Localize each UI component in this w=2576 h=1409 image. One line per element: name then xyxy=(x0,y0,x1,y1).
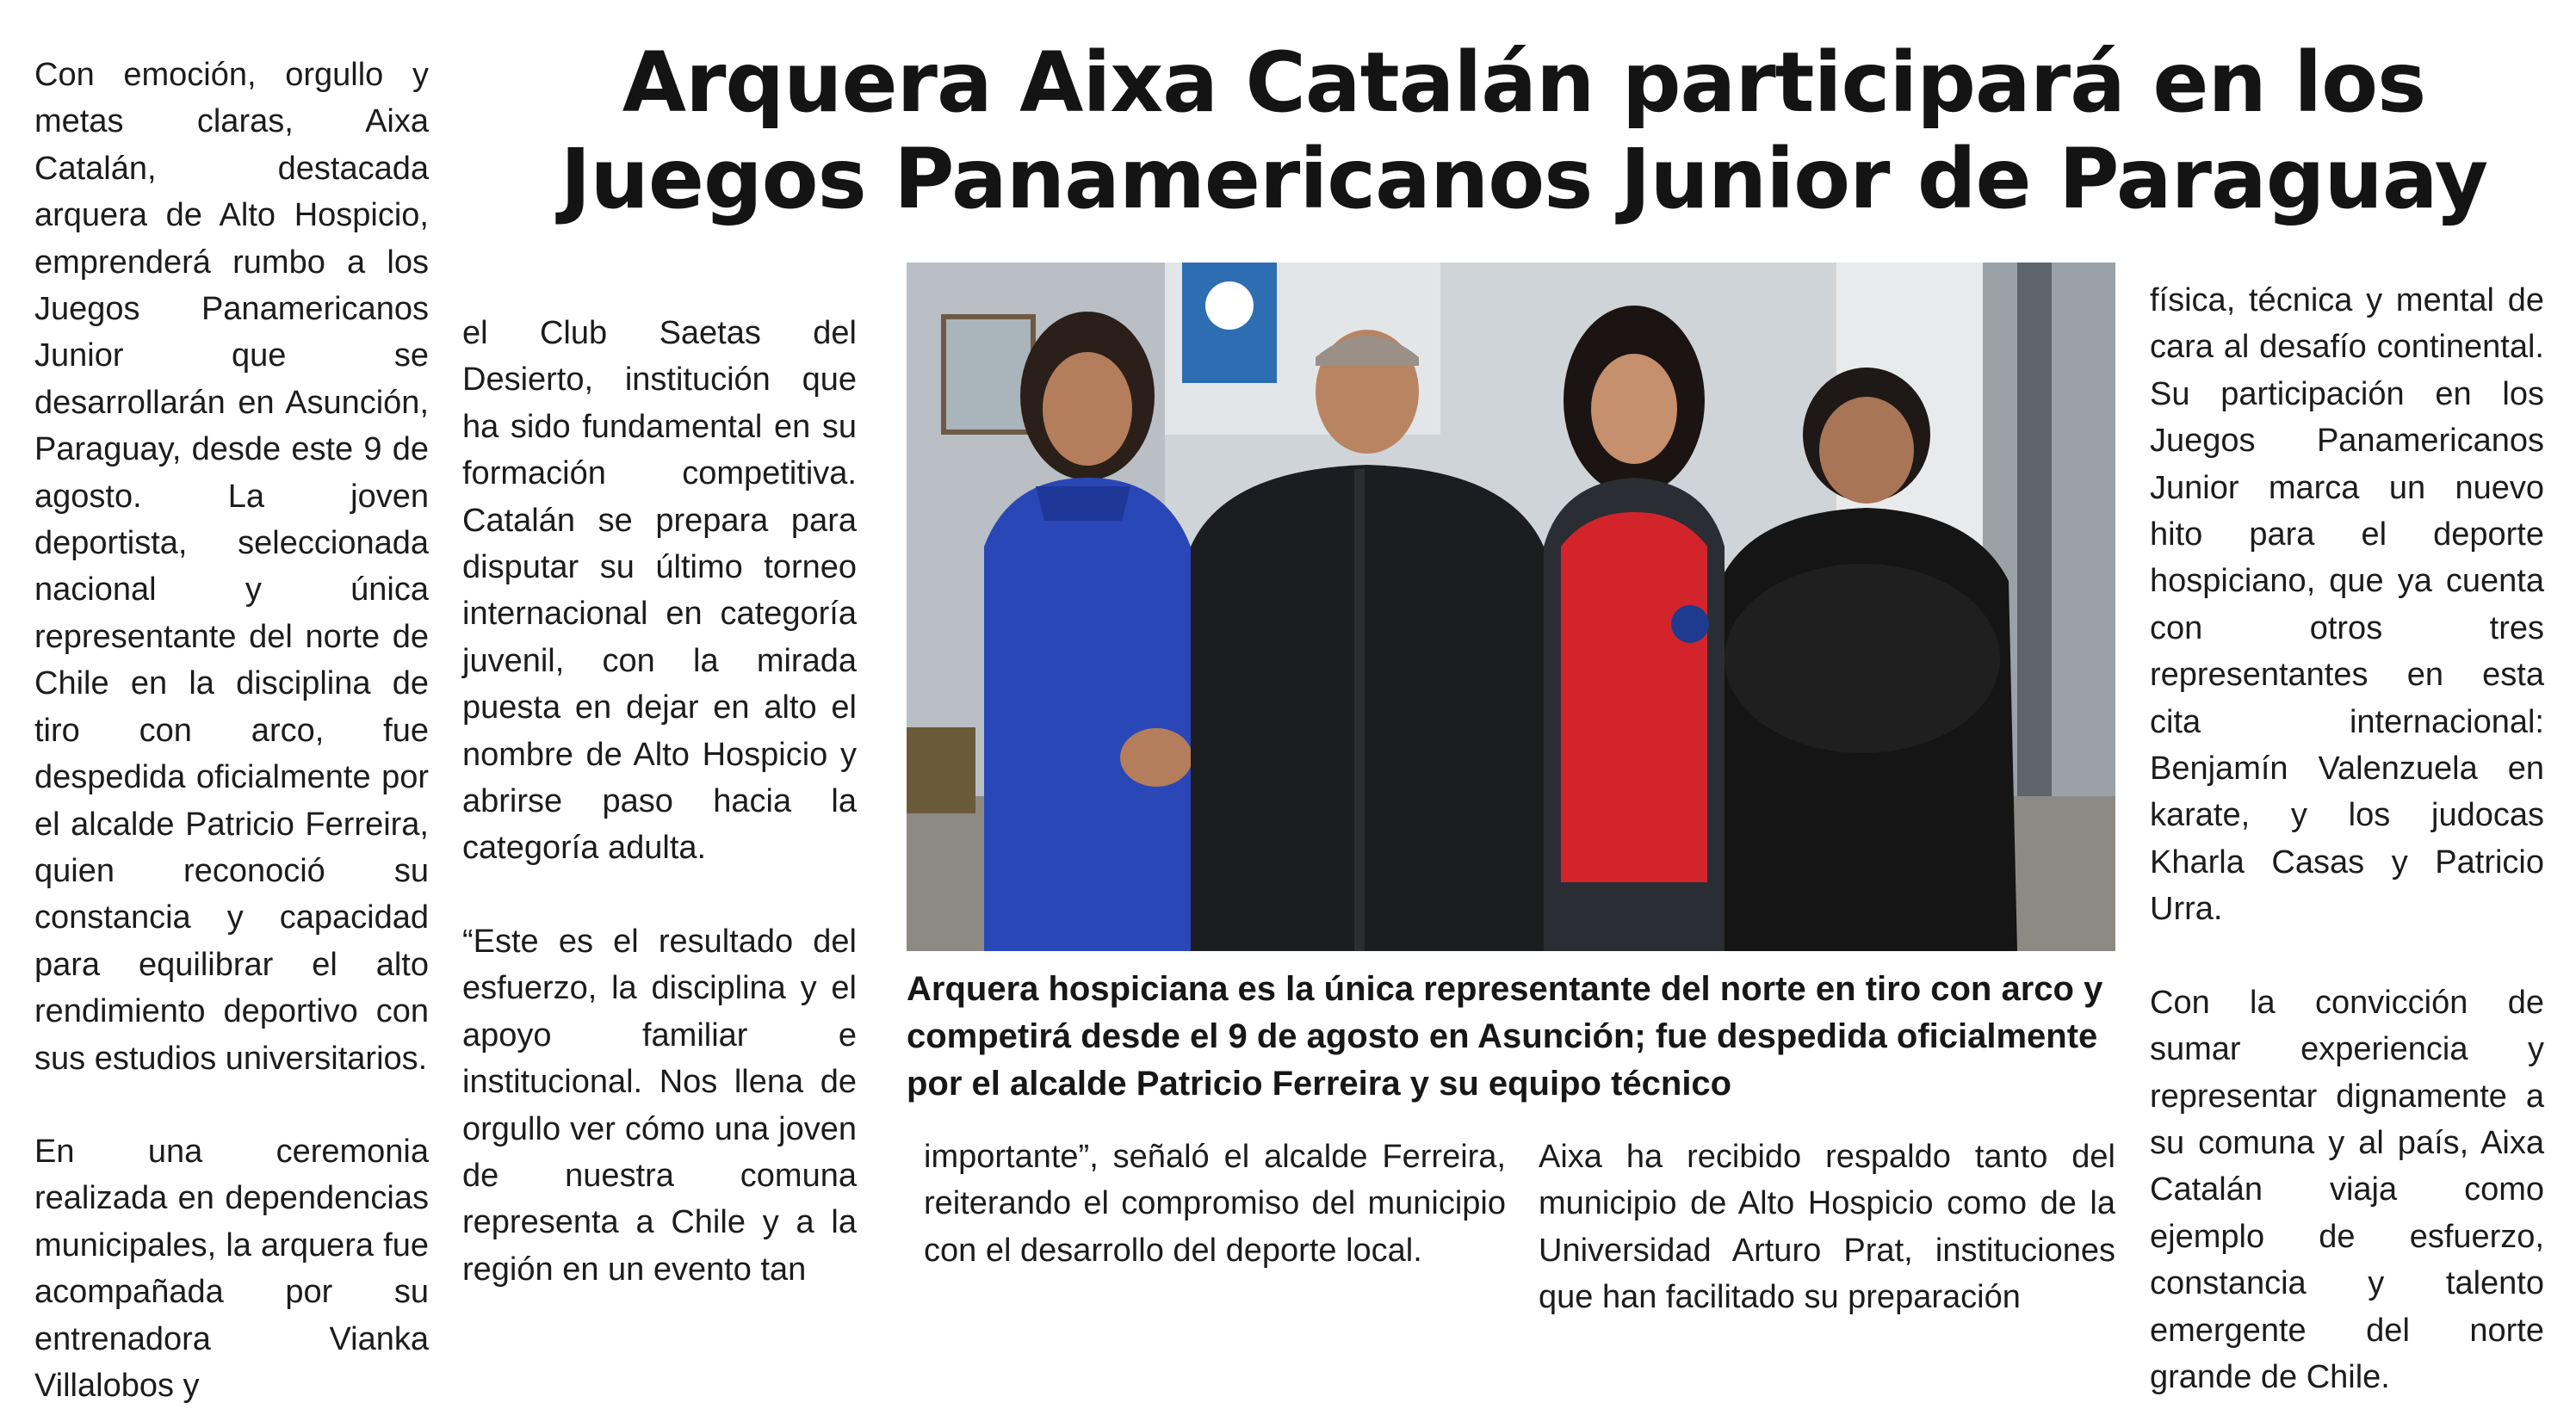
column-4-paragraph-1: Aixa ha recibido respaldo tanto del municipio de Alto Hospicio como de la Universidad Arturo Prat, instituciones que han facilitado su preparación xyxy=(1539,1139,2115,1316)
column-5-paragraph-1: física, técnica y mental de cara al desafío continental. Su participación en los Juegos Panamericanos Junior marca un nuevo hito para el deporte hospiciano, que ya cuenta con otros tres representantes en esta cita internacional: Benjamín Valenzuela en karate, y los judocas Kharla Casas y Patricio Urra. xyxy=(2150,282,2544,928)
photo-caption: Arquera hospiciana es la única representante del norte en tiro con arco y competirá desde el 9 de agosto en Asunción; fue despedida oficialmente por el alcalde Patricio Ferreira y su equipo técnico xyxy=(907,970,2103,1103)
column-2-paragraph-1: el Club Saetas del Desierto, institución que ha sido fundamental en su formación competitiva. Catalán se prepara para disputar su último torneo internacional en categoría juvenil, con la mirada puesta en dejar en alto el nombre de Alto Hospicio y abrirse paso hacia la categoría adulta. xyxy=(462,315,857,867)
column-1-paragraph-2: En una ceremonia realizada en dependencias municipales, la arquera fue acompañada por su entrenadora Vianka Villalobos y xyxy=(34,1133,429,1404)
column-5 xyxy=(2150,277,2544,1400)
column-1-paragraph-1: Con emoción, orgullo y metas claras, Aixa Catalán, destacada arquera de Alto Hospicio, emprenderá rumbo a los Juegos Panamericanos Junior que se desarrollarán en Asunción, Paraguay, desde este 9 de agosto. La joven deportista, seleccionada nacional y única representante del norte de Chile en la disciplina de tiro con arco, fue despedida oficialmente por el alcalde Patricio Ferreira, quien reconoció su constancia y capacidad para equilibrar el alto rendimiento deportivo con sus estudios universitarios. xyxy=(34,57,429,1077)
column-4 xyxy=(1539,1134,2115,1321)
article-photo xyxy=(907,263,2115,951)
headline: Arquera Aixa Catalán participará en los Juegos Panamericanos Junior de Paraguay xyxy=(560,34,2488,227)
column-2 xyxy=(462,310,857,1293)
column-3 xyxy=(924,1134,1506,1274)
column-3-paragraph-1: importante”, señaló el alcalde Ferreira, reiterando el compromiso del municipio con el desarrollo del deporte local. xyxy=(924,1139,1506,1269)
column-1 xyxy=(34,52,429,1409)
column-5-paragraph-2: Con la convicción de sumar experiencia y representar dignamente a su comuna y al país, Aixa Catalán viaja como ejemplo de esfuerzo, constancia y talento emergente del norte grande de Chile. xyxy=(2150,984,2544,1395)
column-2-paragraph-2: “Este es el resultado del esfuerzo, la disciplina y el apoyo familiar e institucional. Nos llena de orgullo ver cómo una joven de nuestra comuna representa a Chile y a la región en un evento tan xyxy=(462,923,857,1288)
